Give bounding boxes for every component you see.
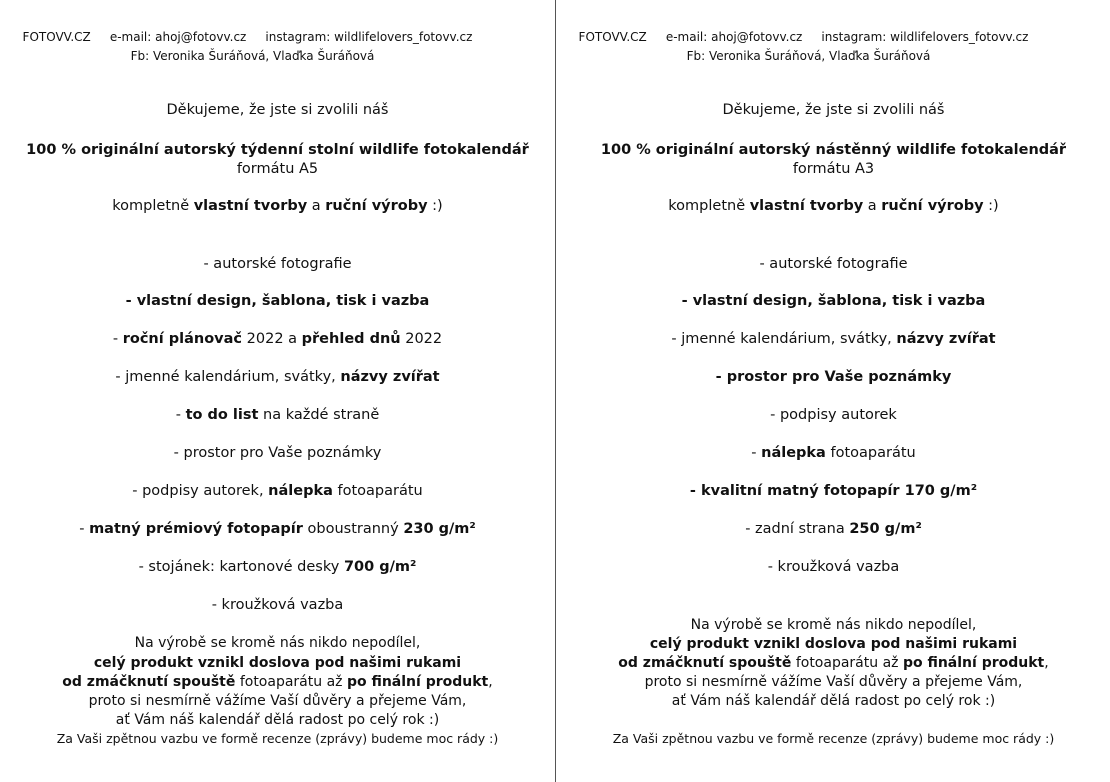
site-name: FOTOVV.CZ	[22, 30, 91, 44]
email-text: e-mail: ahoj@fotovv.cz	[665, 30, 803, 44]
email-text: e-mail: ahoj@fotovv.cz	[109, 30, 247, 44]
instagram-text: instagram: wildlifelovers_fotovv.cz	[265, 30, 473, 44]
closing-span: fotoaparátu až	[791, 655, 903, 671]
closing-line: celý produkt vznikl doslova pod našimi rukami	[649, 636, 1018, 652]
product-line-1: 100 % originální autorský týdenní stolní wildlife fotokalendář	[26, 142, 529, 158]
feature-text: na každé straně	[258, 407, 380, 423]
feature-text: oboustranný	[302, 521, 404, 537]
closing-line: ať Vám náš kalendář dělá radost po celý rok :)	[115, 712, 440, 728]
closing-span: od zmáčknutí spouště	[618, 655, 792, 671]
closing-line: od zmáčknutí spouště fotoaparátu až po finální produkt,	[618, 655, 1049, 671]
custom-a: kompletně	[112, 198, 194, 214]
closing-line: od zmáčknutí spouště fotoaparátu až po finální produkt,	[62, 674, 493, 690]
custom-d: ruční výroby	[881, 198, 984, 214]
feature-text: - autorské fotografie	[759, 256, 908, 272]
facebook-text: Fb: Veronika Šuráňová, Vlaďka Šuráňová	[130, 49, 375, 63]
custom-line	[556, 198, 1110, 214]
feature-text: názvy zvířat	[340, 369, 440, 385]
feature-text: - vlastní design, šablona, tisk i vazba	[125, 293, 430, 309]
feature-text: matný prémiový fotopapír	[89, 521, 303, 537]
feature-item	[556, 559, 1110, 575]
feature-item	[0, 483, 555, 499]
closing-span: po finální produkt	[902, 655, 1045, 671]
custom-e: :)	[983, 198, 999, 214]
site-name: FOTOVV.CZ	[578, 30, 647, 44]
feature-text: 250 g/m²	[849, 521, 922, 537]
feature-item	[556, 369, 1110, 385]
feature-text: - kvalitní matný fotopapír 170 g/m²	[689, 483, 978, 499]
feature-text: - kroužková vazba	[211, 597, 344, 613]
closing-span: od zmáčknutí spouště	[62, 674, 236, 690]
custom-b: vlastní tvorby	[193, 198, 308, 214]
feature-item	[556, 445, 1110, 461]
feature-item	[0, 597, 555, 613]
feature-item	[0, 331, 555, 347]
feature-text: -	[112, 331, 123, 347]
closing-line: Na výrobě se kromě nás nikdo nepodílel,	[690, 617, 977, 633]
custom-e: :)	[427, 198, 443, 214]
feature-text: - zadní strana	[745, 521, 850, 537]
closing-line: celý produkt vznikl doslova pod našimi rukami	[93, 655, 462, 671]
thanks-line: Děkujeme, že jste si zvolili náš	[722, 102, 945, 118]
custom-line	[0, 198, 555, 214]
feature-text: nálepka	[761, 445, 826, 461]
header-contacts	[556, 28, 1110, 46]
custom-c: a	[863, 198, 882, 214]
feature-item	[0, 256, 555, 272]
feature-item	[556, 331, 1110, 347]
closing-span: po finální produkt	[346, 674, 489, 690]
custom-c: a	[307, 198, 326, 214]
product-line-1: 100 % originální autorský nástěnný wildlife fotokalendář	[600, 142, 1067, 158]
custom-b: vlastní tvorby	[749, 198, 864, 214]
feature-item	[556, 483, 1110, 499]
product-line-2: formátu A3	[792, 161, 875, 177]
feature-text: - podpisy autorek,	[132, 483, 269, 499]
feature-text: - podpisy autorek	[770, 407, 897, 423]
closing-span: fotoaparátu až	[235, 674, 347, 690]
feature-text: 230 g/m²	[403, 521, 476, 537]
feature-item	[0, 445, 555, 461]
feature-text: -	[175, 407, 186, 423]
feature-item	[556, 521, 1110, 537]
header-contacts	[0, 28, 555, 46]
feature-text: přehled dnů	[301, 331, 401, 347]
feature-text: - stojánek: kartonové desky	[138, 559, 344, 575]
feature-text: 2022	[400, 331, 443, 347]
feature-text: - vlastní design, šablona, tisk i vazba	[681, 293, 986, 309]
feature-text: - kroužková vazba	[767, 559, 900, 575]
instagram-text: instagram: wildlifelovers_fotovv.cz	[821, 30, 1029, 44]
feature-text: to do list	[185, 407, 259, 423]
feature-text: fotoaparátu	[332, 483, 423, 499]
feature-text: fotoaparátu	[825, 445, 916, 461]
feature-item	[0, 521, 555, 537]
feature-text: -	[751, 445, 762, 461]
review-line: Za Vaši zpětnou vazbu ve formě recenze (zprávy) budeme moc rády :)	[56, 731, 499, 746]
review-line: Za Vaši zpětnou vazbu ve formě recenze (zprávy) budeme moc rády :)	[612, 731, 1055, 746]
custom-d: ruční výroby	[325, 198, 428, 214]
closing-line: Na výrobě se kromě nás nikdo nepodílel,	[134, 635, 421, 651]
feature-item	[0, 559, 555, 575]
closing-line: proto si nesmírně vážíme Vaší důvěry a přejeme Vám,	[644, 674, 1023, 690]
feature-text: - jmenné kalendárium, svátky,	[115, 369, 341, 385]
feature-item	[556, 407, 1110, 423]
feature-text: - autorské fotografie	[203, 256, 352, 272]
closing-line: ať Vám náš kalendář dělá radost po celý rok :)	[671, 693, 996, 709]
facebook-text: Fb: Veronika Šuráňová, Vlaďka Šuráňová	[686, 49, 931, 63]
right-page-wall-calendar-a3	[556, 0, 1110, 782]
feature-text: - jmenné kalendárium, svátky,	[671, 331, 897, 347]
feature-text: nálepka	[268, 483, 333, 499]
custom-a: kompletně	[668, 198, 750, 214]
closing-line: proto si nesmírně vážíme Vaší důvěry a přejeme Vám,	[88, 693, 467, 709]
thanks-line: Děkujeme, že jste si zvolili náš	[166, 102, 389, 118]
feature-item	[0, 369, 555, 385]
feature-text: roční plánovač	[122, 331, 243, 347]
feature-item	[556, 293, 1110, 309]
feature-text: 2022 a	[242, 331, 302, 347]
feature-text: - prostor pro Vaše poznámky	[715, 369, 952, 385]
feature-text: názvy zvířat	[896, 331, 996, 347]
product-line-2: formátu A5	[236, 161, 319, 177]
feature-item	[0, 407, 555, 423]
feature-text: -	[79, 521, 90, 537]
feature-text: - prostor pro Vaše poznámky	[173, 445, 382, 461]
feature-item	[556, 256, 1110, 272]
feature-item	[0, 293, 555, 309]
feature-text: 700 g/m²	[343, 559, 417, 575]
